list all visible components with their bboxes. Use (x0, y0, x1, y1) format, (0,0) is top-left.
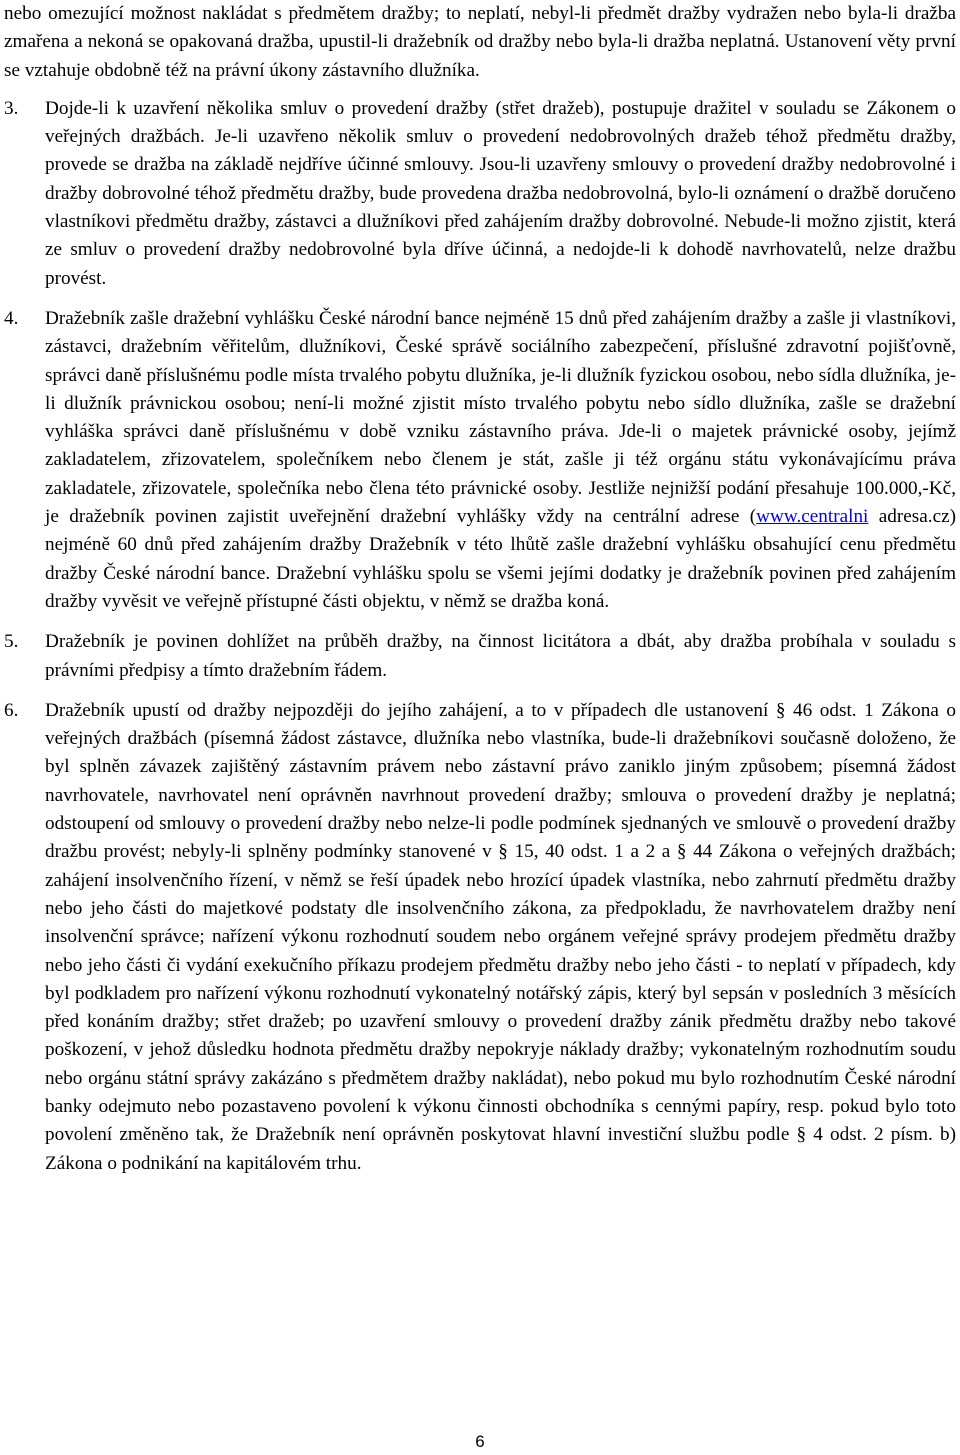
continuation-paragraph: nebo omezující možnost nakládat s předmětem dražby; to neplatí, nebyl-li předmět dražby vydražen nebo byla-li dražba zmařena a nekoná se opakovaná dražba, upustil-li dražebník od dražby nebo byla-li dražba neplatná. Ustanovení věty první se vztahuje obdobně též na právní úkony zástavního dlužníka. (4, 3, 956, 81)
item-number: 4. (4, 307, 19, 329)
page-number: 6 (475, 1432, 485, 1451)
list-item-5 (0, 628, 960, 685)
centralni-adresa-link[interactable]: www.centralni (756, 506, 869, 528)
item-number: 5. (4, 631, 19, 653)
item-text (45, 305, 956, 616)
item-text: Dražebník je povinen dohlížet na průběh dražby, na činnost licitátora a dbát, aby dražba probíhala v souladu s právními předpisy a tímto dražebním řádem. (45, 631, 956, 681)
item-text: Dražebník upustí od dražby nejpozději do jejího zahájení, a to v případech dle ustanovení § 46 odst. 1 Zákona o veřejných dražbách (písemná žádost zástavce, dlužníka nebo vlastníka, bude-li dražebníkovi současně doloženo, že byl splněn závazek zajištěný zástavním právem nebo zástavní právo zaniklo jiným způsobem; písemná žádost navrhovatele, navrhovatel není oprávněn navrhnout provedení dražby; smlouva o provedení dražby je neplatná; odstoupení od smlouvy o provedení dražby nebo nelze-li podle podmínek sjednaných ve smlouvě o provedení dražby dražbu provést; nebyly-li splněny podmínky stanovené v § 15, 40 odst. 1 a 2 a § 44 Zákona o veřejných dražbách; zahájení insolvenčního řízení, v němž se řeší úpadek nebo hrozící úpadek vlastníka, nebo zahrnutí předmětu dražby nebo jeho části do majetkové podstaty dle insolvenčního zákona, za předpokladu, že navrhovatelem dražby není insolvenční správce; nařízení výkonu rozhodnutí soudem nebo orgánem veřejné správy prodejem předmětu dražby nebo jeho části či vydání exekučního příkazu prodejem předmětu dražby nebo jeho části - to neplatí v případech, kdy byl podkladem pro nařízení výkonu rozhodnutí vykonatelný notářský zápis, který byl sepsán v posledních 3 měsících před konáním dražby; střet dražeb; po uzavření smlouvy o provedení dražby zánik předmětu dražby nebo takové poškození, v jehož důsledku hodnota předmětu dražby nepokryje náklady dražby; vykonatelným rozhodnutím soudu nebo orgánu státní správy zakázáno s předmětem dražby nakládat), nebo pokud mu bylo rozhodnutím České národní banky odejmuto nebo pozastaveno povolení k výkonu činnosti obchodníka s cennými papíry, resp. pokud bylo toto povolení změněno tak, že Dražebník není oprávněn poskytovat hlavní investiční službu podle § 4 odst. 2 písm. b) Zákona o podnikání na kapitálovém trhu. (45, 699, 956, 1174)
list-item-6 (0, 697, 960, 1178)
item-text-part: adresa.cz) nejméně 60 dnů před zahájením dražby Dražebník v této lhůtě zašle dražební vyhlášku obsahující cenu předmětu dražby České národní bance. Dražební vyhlášku spolu se všemi jejími dodatky je dražebník povinen před zahájením dražby vyvěsit ve veřejně přístupné části objektu, v němž se dražba koná. (45, 506, 957, 612)
item-number: 3. (4, 97, 19, 119)
list-item-3 (0, 95, 960, 293)
item-text-part: Dražebník zašle dražební vyhlášku České národní bance nejméně 15 dnů před zahájením dražby a zašle ji vlastníkovi, zástavci, dražebním věřitelům, dlužníkovi, České správě sociálního zabezpečení, příslušné zdravotní pojišťovně, správci daně příslušnému podle místa trvalého pobytu dlužníka, je-li dlužník fyzickou osobou, nebo sídla dlužníka, je-li dlužník právnickou osobou; není-li možné zjistit místo trvalého pobytu nebo sídlo dlužníka, zašle se dražební vyhláška správci daně příslušnému v době vzniku zástavního práva. Jde-li o majetek právnické osoby, jejímž zakladatelem, zřizovatelem, společníkem nebo členem je stát, zašle ji též orgánu státu vykonávajícímu práva zakladatele, zřizovatele, společníka nebo člena této právnické osoby. Jestliže nejnižší podání přesahuje 100.000,-Kč, je dražebník povinen zajistit uveřejnění dražební vyhlášky vždy na centrální adrese ( (45, 307, 956, 528)
item-number: 6. (4, 699, 19, 721)
item-text: Dojde-li k uzavření několika smluv o provedení dražby (střet dražeb), postupuje dražitel v souladu se Zákonem o veřejných dražbách. Je-li uzavřeno několik smluv o provedení nedobrovolných dražeb téhož předmětu dražby, provede se dražba na základě nejdříve účinné smlouvy. Jsou-li uzavřeny smlouvy o provedení dražby nedobrovolné i dražby dobrovolné téhož předmětu dražby, bude provedena dražba nedobrovolná, bylo-li oznámení o dražbě doručeno vlastníkovi předmětu dražby, zástavci a dlužníkovi před zahájením dražby dobrovolné. Nebude-li možno zjistit, která ze smluv o provedení dražby nedobrovolné byla dříve účinná, a nedojde-li k dohodě navrhovatelů, nelze dražbu provést. (45, 97, 956, 289)
list-item-4 (0, 305, 960, 616)
